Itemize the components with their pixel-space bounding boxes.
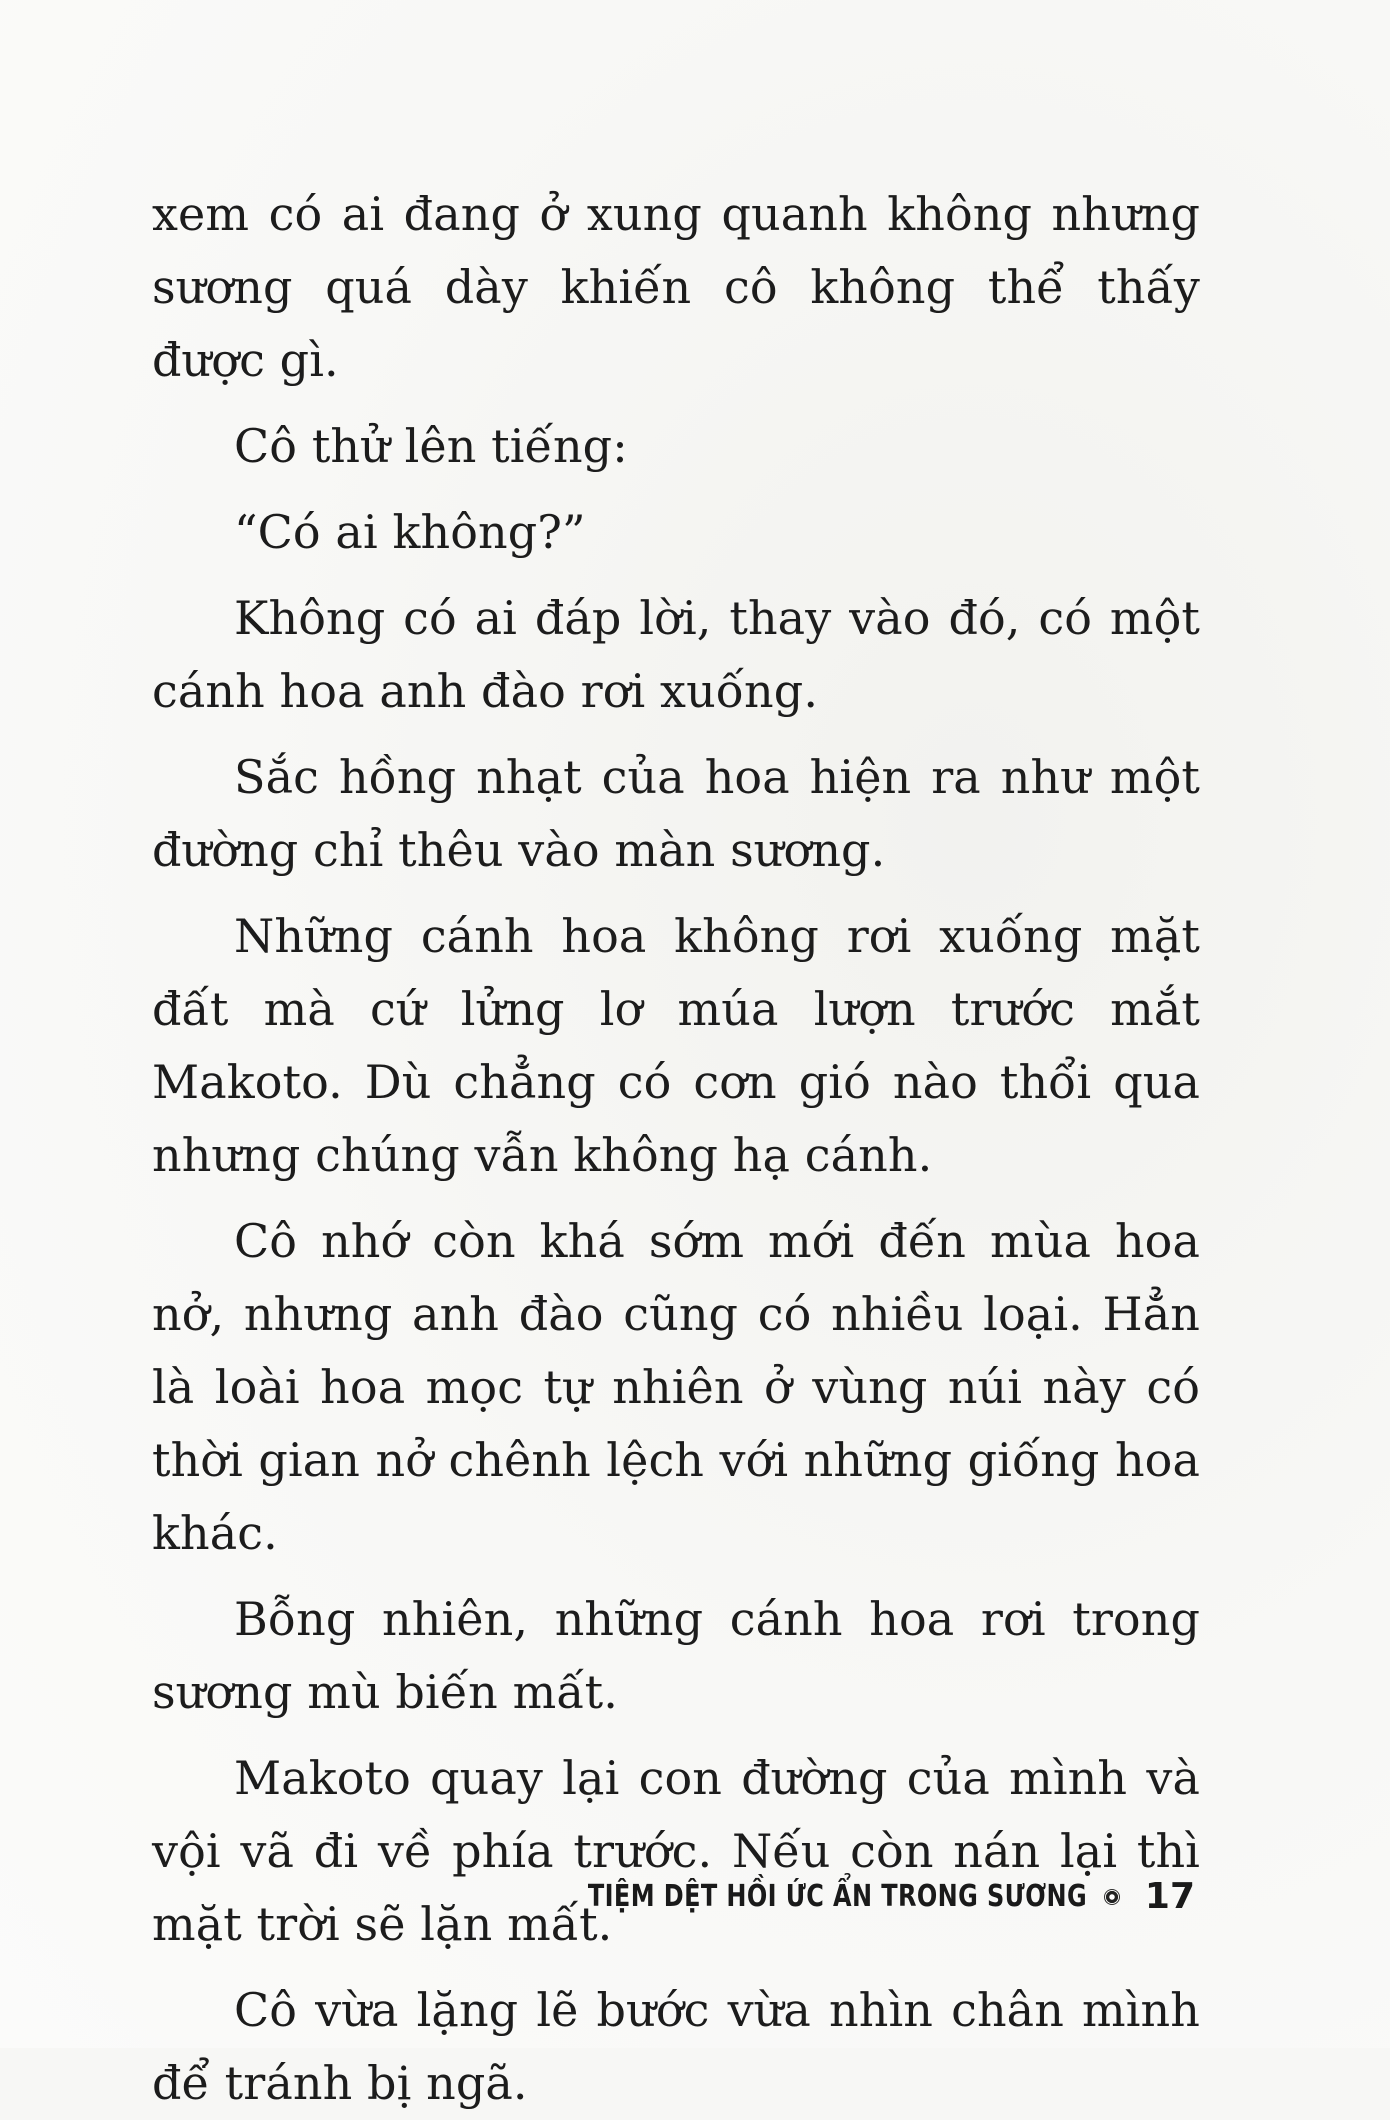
paragraph-continuation: xem có ai đang ở xung quanh không nhưng sương quá dày khiến cô không thể thấy được gì. [152,187,1200,387]
paragraph: Những cánh hoa không rơi xuống mặt đất mà cứ lửng lơ múa lượn trước mắt Makoto. Dù chẳng có cơn gió nào thổi qua nhưng chúng vẫn không hạ cánh. [152,909,1200,1182]
paragraph: Không có ai đáp lời, thay vào đó, có một cánh hoa anh đào rơi xuống. [152,591,1200,718]
paragraph: Makoto quay lại con đường của mình và vội vã đi về phía trước. Nếu còn nán lại thì mặt trời sẽ lặn mất. [152,1751,1200,1951]
page-footer [463,1876,1195,1917]
page-body [152,178,1200,2120]
paragraph: Bỗng nhiên, những cánh hoa rơi trong sương mù biến mất. [152,1592,1200,1719]
paragraph-dialogue: “Có ai không?” [234,505,586,559]
running-title: TIỆM DỆT HỒI ỨC ẨN TRONG SƯƠNG [587,1879,1087,1914]
dot-ornament-icon [1105,1890,1119,1904]
paragraph: Cô nhớ còn khá sớm mới đến mùa hoa nở, nhưng anh đào cũng có nhiều loại. Hẳn là loài hoa mọc tự nhiên ở vùng núi này có thời gian nở chênh lệch với những giống hoa khác. [152,1214,1200,1560]
paragraph: Cô thử lên tiếng: [234,419,628,473]
page-number: 17 [1144,1876,1195,1917]
paragraph: Sắc hồng nhạt của hoa hiện ra như một đường chỉ thêu vào màn sương. [152,750,1200,877]
paragraph: Cô vừa lặng lẽ bước vừa nhìn chân mình để tránh bị ngã. [152,1983,1200,2110]
